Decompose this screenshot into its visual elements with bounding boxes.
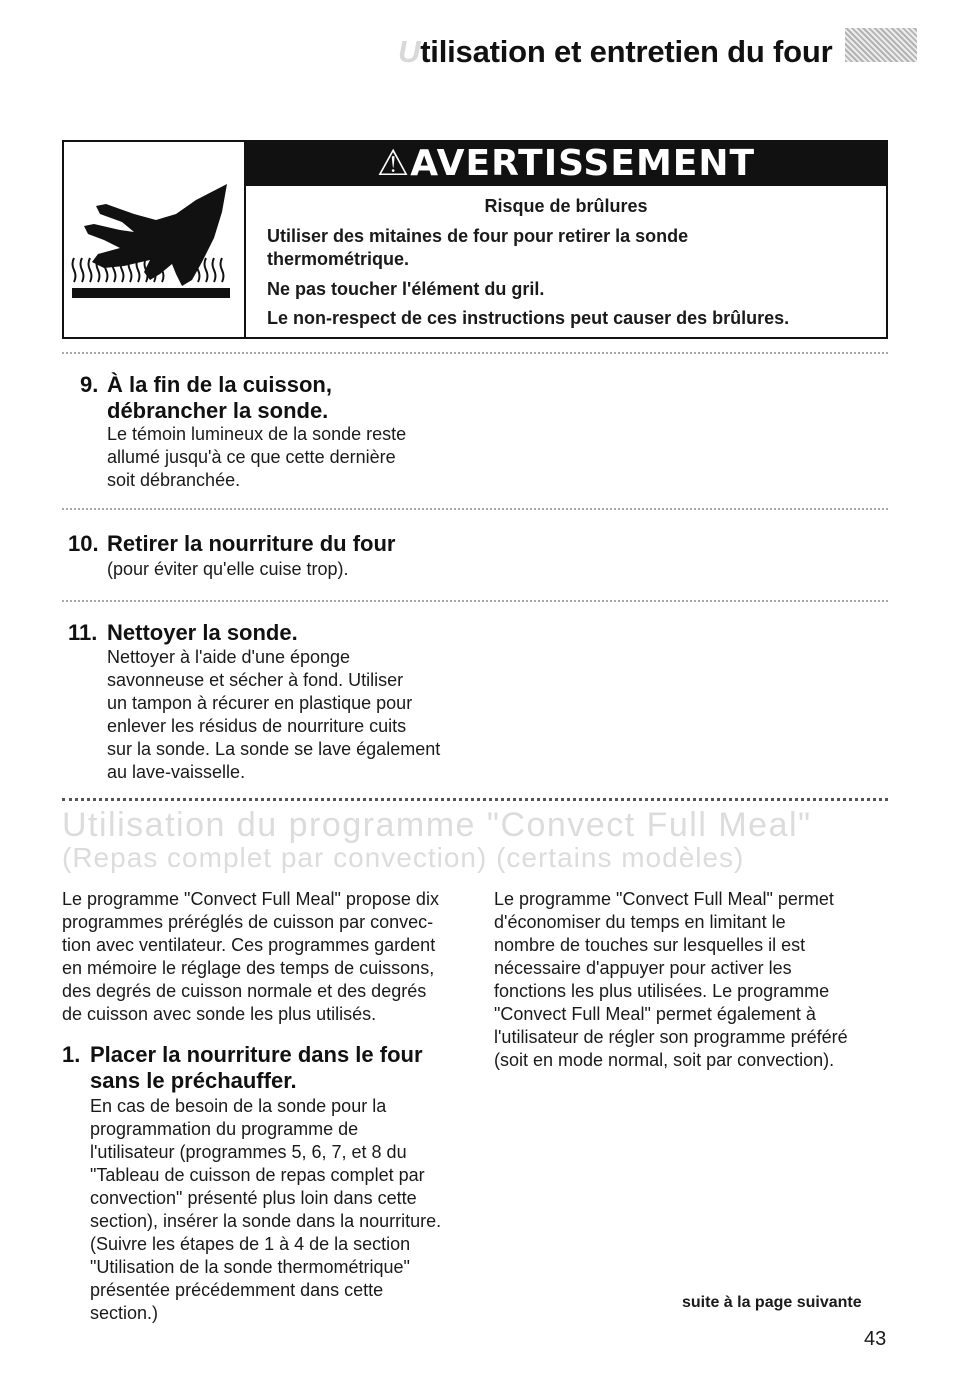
step-title-line: débrancher la sonde. <box>107 398 329 423</box>
step-body-line: Le témoin lumineux de la sonde reste <box>107 424 407 444</box>
step-body-line: allumé jusqu'à ce que cette dernière <box>107 447 396 467</box>
section-title: Utilisation du programme "Convect Full Meal" <box>62 806 812 844</box>
step-body-line: Nettoyer à l'aide d'une éponge <box>107 647 351 667</box>
step-body-line: soit débranchée. <box>107 470 241 490</box>
divider <box>62 352 888 354</box>
page-number: 43 <box>864 1328 887 1350</box>
text-line: en mémoire le réglage des temps de cuissons, <box>62 958 435 978</box>
warning-subtitle: Risque de brûlures <box>484 196 648 216</box>
text-line: nombre de touches sur lesquelles il est <box>494 935 806 955</box>
step-body-line: (Suivre les étapes de 1 à 4 de la section <box>90 1234 411 1254</box>
header-pattern-decoration <box>845 28 917 62</box>
text-line: nécessaire d'appuyer pour activer les <box>494 958 792 978</box>
divider <box>62 600 888 602</box>
text-line: "Convect Full Meal" permet également à <box>494 1004 816 1024</box>
right-column-text <box>494 888 914 1072</box>
step-body <box>107 646 440 784</box>
text-line: l'utilisateur de régler son programme préféré <box>494 1027 848 1047</box>
step-body-line: En cas de besoin de la sonde pour la <box>90 1096 387 1116</box>
step-number: 10. <box>68 531 99 556</box>
step-body-line: présentée précédemment dans cette <box>90 1280 384 1300</box>
text-line: de cuisson avec sonde les plus utilisés. <box>62 1004 377 1024</box>
step-number: 11. <box>68 620 98 645</box>
header-title-text: tilisation et entretien du four <box>420 34 833 69</box>
header-initial: U <box>398 34 421 69</box>
step-body-line: section), insérer la sonde dans la nourriture. <box>90 1211 442 1231</box>
step-body-line: section.) <box>90 1303 159 1323</box>
text-line: Le programme "Convect Full Meal" permet <box>494 889 834 909</box>
warning-line: thermométrique. <box>267 249 410 269</box>
step-number: 9. <box>80 372 99 397</box>
step-body-line: au lave-vaisselle. <box>107 762 246 782</box>
step-body: (pour éviter qu'elle cuise trop). <box>107 559 349 579</box>
left-intro <box>62 888 482 1026</box>
text-line: (soit en mode normal, soit par convection). <box>494 1050 835 1070</box>
warning-line: Le non-respect de ces instructions peut causer des brûlures. <box>267 308 790 328</box>
step-body-line: un tampon à récurer en plastique pour <box>107 693 413 713</box>
section-subtitle: (Repas complet par convection) (certains modèles) <box>62 842 745 873</box>
step-title: Retirer la nourriture du four <box>107 531 396 556</box>
warning-banner: ⚠AVERTISSEMENT <box>246 142 886 186</box>
step-body-line: convection" présenté plus loin dans cette <box>90 1188 417 1208</box>
step-title <box>90 1042 423 1094</box>
text-line: tion avec ventilateur. Ces programmes gardent <box>62 935 436 955</box>
step-body-line: programmation du programme de <box>90 1119 359 1139</box>
continued-note: suite à la page suivante <box>682 1294 862 1311</box>
text-line: programmes préréglés de cuisson par convec- <box>62 912 434 932</box>
warning-line: Utiliser des mitaines de four pour retirer la sonde <box>267 226 689 246</box>
step-title <box>107 372 332 424</box>
step-body-line: sur la sonde. La sonde se lave également <box>107 739 441 759</box>
page-header-title <box>398 34 833 70</box>
step-body-line: "Utilisation de la sonde thermométrique" <box>90 1257 410 1277</box>
section-divider <box>62 798 888 801</box>
step-body-line: l'utilisateur (programmes 5, 6, 7, et 8 du <box>90 1142 407 1162</box>
step-body-line: savonneuse et sécher à fond. Utiliser <box>107 670 404 690</box>
warning-line: Ne pas toucher l'élément du gril. <box>267 279 545 299</box>
warning-box <box>62 140 888 339</box>
text-line: fonctions les plus utilisées. Le programme <box>494 981 830 1001</box>
text-line: Le programme "Convect Full Meal" propose dix <box>62 889 439 909</box>
hot-surface-hand-icon <box>64 142 244 337</box>
step-number: 1. <box>62 1042 81 1067</box>
step-title: Nettoyer la sonde. <box>107 620 298 645</box>
text-line: d'économiser du temps en limitant le <box>494 912 786 932</box>
step-title-line: sans le préchauffer. <box>90 1068 297 1093</box>
divider <box>62 508 888 510</box>
step-body-line: enlever les résidus de nourriture cuits <box>107 716 407 736</box>
warning-icon-cell <box>64 142 246 337</box>
step-title-line: Placer la nourriture dans le four <box>90 1042 423 1067</box>
text-line: des degrés de cuisson normale et des degrés <box>62 981 427 1001</box>
step-body <box>107 423 406 492</box>
step-body <box>90 1095 490 1325</box>
step-body-line: "Tableau de cuisson de repas complet par <box>90 1165 425 1185</box>
step-title-line: À la fin de la cuisson, <box>107 372 332 397</box>
